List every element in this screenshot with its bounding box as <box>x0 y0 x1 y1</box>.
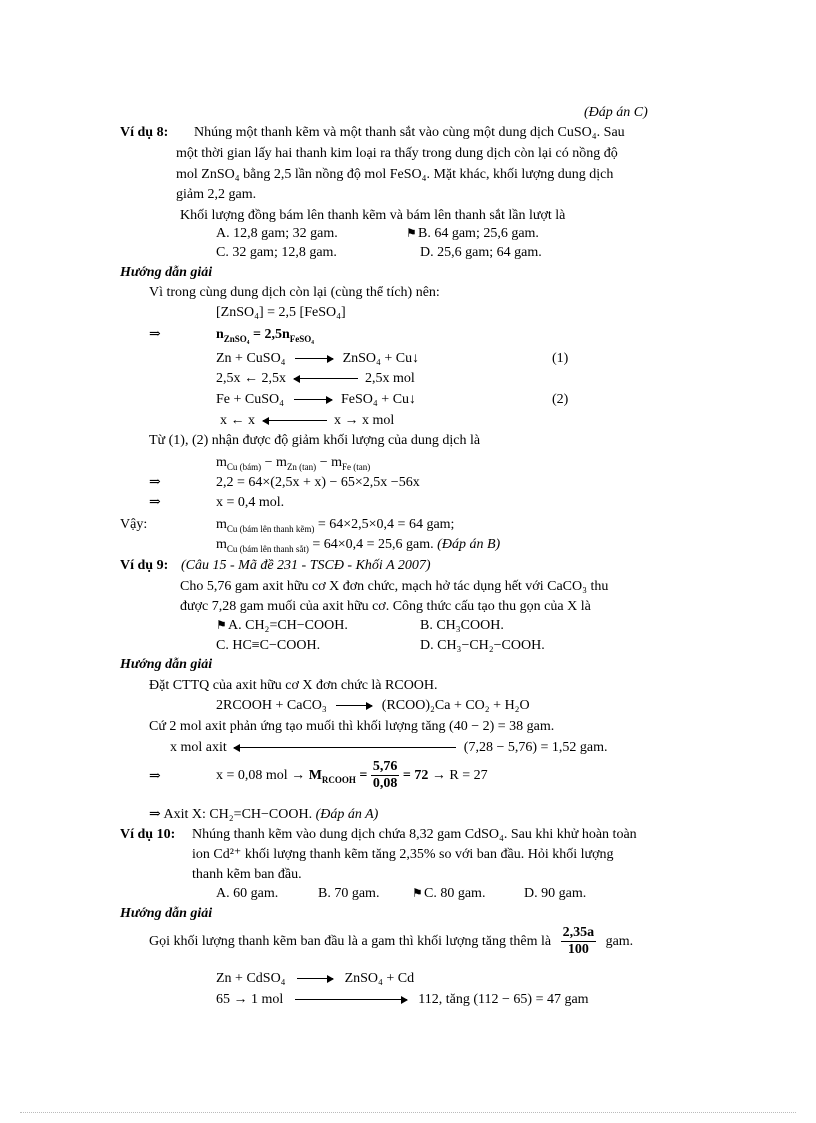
flag-icon: ⚑ <box>412 886 423 900</box>
flag-icon: ⚑ <box>406 226 417 240</box>
reaction-4: Zn + CdSO₄ ZnSO₄ + Cd <box>216 971 415 986</box>
reaction-1-moles: 2,5x ← 2,5x 2,5x mol <box>216 371 415 386</box>
result-iron-bar: $m_{Cu (bám lên thanh sắt)} = 64\times 0,4 = 25,6$ gam. (Đáp án B) <box>216 537 501 554</box>
reaction-4-moles: 65 → 1 mol 112, tăng (112 − 65) = 47 gam <box>216 992 589 1007</box>
implies-symbol: ⇒ <box>149 475 161 490</box>
solution-9-step-2: Cứ 2 mol axit phản ứng tạo muối thì khối lượng tăng (40 − 2) = 38 gam. <box>149 719 555 734</box>
example-9-source: (Câu 15 - Mã đề 231 - TSCĐ - Khối A 2007) <box>181 558 431 573</box>
reaction-3: 2RCOOH + CaCO₃ (RCOO)₂Ca + CO₂ + H₂O <box>216 698 530 713</box>
example-10-option-d: D. 90 gam. <box>524 886 587 901</box>
example-9-option-b: B. CH₃COOH. <box>420 618 504 633</box>
example-8-line-2: một thời gian lấy hai thanh kim loại ra thấy trong dung dịch còn lại có nồng độ <box>176 146 618 161</box>
answer-c-top: (Đáp án C) <box>584 105 648 120</box>
solution-8-step-1: Vì trong cùng dung dịch còn lại (cùng thể tích) nên: <box>149 285 440 300</box>
example-8-option-c: C. 32 gam; 12,8 gam. <box>216 245 337 260</box>
example-8-option-b: ⚑B. 64 gam; 25,6 gam. <box>406 226 539 241</box>
example-8-question: Khối lượng đồng bám lên thanh kẽm và bám lên thanh sắt lần lượt là <box>180 208 566 223</box>
conclusion-label: Vậy: <box>120 517 148 532</box>
example-9-option-a: ⚑A. CH₂=CH−COOH. <box>216 618 348 633</box>
solution-8-step-2: [ZnSO₄] = 2,5 [FeSO₄] <box>216 305 346 320</box>
example-8-option-a: A. 12,8 gam; 32 gam. <box>216 226 338 241</box>
implies-symbol: ⇒ <box>149 495 161 510</box>
solution-heading-9: Hướng dẫn giải <box>120 657 213 672</box>
reaction-1-number: (1) <box>552 351 569 366</box>
example-10-option-c: ⚑C. 80 gam. <box>412 886 486 901</box>
page-bottom-divider <box>20 1112 796 1113</box>
solution-8-mole-ratio: $n_{ZnSO_4} = 2,5n_{FeSO_4}$ <box>216 327 314 344</box>
reaction-2: Fe + CuSO₄ FeSO₄ + Cu↓ <box>216 392 417 407</box>
example-9-line-1: Cho 5,76 gam axit hữu cơ X đơn chức, mạch hở tác dụng hết với CaCO₃ thu <box>180 579 609 594</box>
example-10-line-1: Nhúng thanh kẽm vào dung dịch chứa 8,32 gam CdSO₄. Sau khi khử hoàn toàn <box>192 827 637 842</box>
molar-mass-fraction: $\frac{5,76}{0,08}$ <box>372 759 398 792</box>
example-10-line-3: thanh kẽm ban đầu. <box>192 867 302 882</box>
example-10-option-b: B. 70 gam. <box>318 886 380 901</box>
solution-9-step-3: x mol axit (7,28 − 5,76) = 1,52 gam. <box>170 740 608 755</box>
flag-icon: ⚑ <box>216 618 227 632</box>
solution-9-step-1: Đặt CTTQ của axit hữu cơ X đơn chức là RCOOH. <box>149 678 438 693</box>
example-8-line-1: Nhúng một thanh kẽm và một thanh sắt vào cùng một dung dịch CuSO₄. Sau <box>194 125 625 140</box>
implies-symbol: ⇒ <box>149 327 161 342</box>
example-8-label: Ví dụ 8: <box>120 125 169 140</box>
solution-heading-8: Hướng dẫn giải <box>120 265 213 280</box>
example-9-line-2: được 7,28 gam muối của axit hữu cơ. Công thức cấu tạo thu gọn của X là <box>180 599 591 614</box>
solution-8-text: Từ (1), (2) nhận được độ giảm khối lượng của dung dịch là <box>149 433 481 448</box>
reaction-2-number: (2) <box>552 392 569 407</box>
solution-heading-10: Hướng dẫn giải <box>120 906 213 921</box>
equation-2: x = 0,4 mol. <box>216 495 285 510</box>
mass-decrease-expression: $m_{Cu (bám)} - m_{Zn (tan)} - m_{Fe (tan)}$ <box>216 455 371 472</box>
molar-mass-equation: x = 0,08 mol → $M_{RCOOH}$ = $\frac{5,76}{0,08}$ = 72 → R = 27 <box>216 759 488 792</box>
example-9-label: Ví dụ 9: <box>120 558 169 573</box>
example-9-option-c: C. HC≡C−COOH. <box>216 638 321 653</box>
example-10-line-2: ion Cd²⁺ khối lượng thanh kẽm tăng 2,35% so với ban đầu. Hỏi khối lượng <box>192 847 614 862</box>
reaction-2-moles: x ← x x → x mol <box>220 413 395 428</box>
example-10-option-a: A. 60 gam. <box>216 886 279 901</box>
example-8-line-3: mol ZnSO₄ bằng 2,5 lần nồng độ mol FeSO₄. Mặt khác, khối lượng dung dịch <box>176 167 614 182</box>
example-10-label: Ví dụ 10: <box>120 827 176 842</box>
reaction-1: Zn + CuSO₄ ZnSO₄ + Cu↓ <box>216 351 420 366</box>
mass-increase-fraction: $\frac{2,35a}{100}$ <box>562 925 595 958</box>
example-8-option-d: D. 25,6 gam; 64 gam. <box>420 245 542 260</box>
implies-symbol: ⇒ <box>149 769 161 784</box>
solution-9-conclusion: ⇒ Axit X: CH₂=CH−COOH. (Đáp án A) <box>149 807 379 822</box>
example-9-option-d: D. CH₃−CH₂−COOH. <box>420 638 545 653</box>
solution-10-step-1: Gọi khối lượng thanh kẽm ban đầu là a gam thì khối lượng tăng thêm là $\frac{2,35a}{100}$ gam. <box>149 925 634 958</box>
equation-1: 2,2 = 64×(2,5x + x) − 65×2,5x −56x <box>216 475 420 490</box>
example-8-line-4: giảm 2,2 gam. <box>176 187 257 202</box>
result-zinc-bar: $m_{Cu (bám lên thanh kẽm)} = 64\times 2,5\times 0,4 = 64$ gam; <box>216 517 455 534</box>
